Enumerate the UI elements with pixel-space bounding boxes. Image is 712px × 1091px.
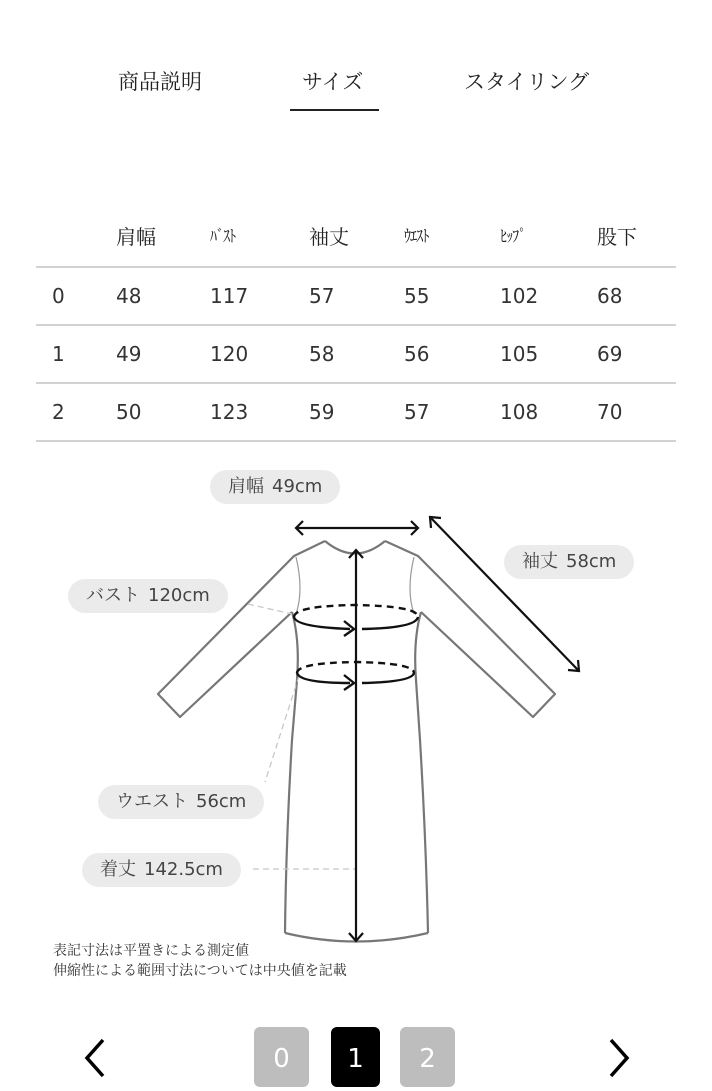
note-line: 表記寸法は平置きによる測定値	[53, 943, 249, 959]
cell-hip: 102	[500, 284, 539, 308]
header-cell-waist: ｳｴｽﾄ	[404, 227, 429, 247]
cell-size: 1	[52, 342, 65, 366]
waist-label-name: ウエスト	[116, 791, 188, 812]
size-pager	[0, 1020, 712, 1080]
sleeve-label-value: 58cm	[566, 551, 617, 572]
measurement-notes	[53, 941, 347, 981]
length-label-value: 142.5cm	[144, 859, 223, 880]
length-label-name: 着丈	[100, 859, 136, 880]
cell-hip: 108	[500, 400, 539, 424]
table-row	[36, 384, 676, 442]
cell-size: 0	[52, 284, 65, 308]
shoulder-arrow	[296, 521, 418, 535]
tab-product-description[interactable]: 商品説明	[118, 70, 202, 94]
cell-shoulder: 49	[116, 342, 142, 366]
cell-inseam: 69	[597, 342, 623, 366]
cell-inseam: 70	[597, 400, 623, 424]
header-cell-shoulder: 肩幅	[116, 225, 156, 249]
header-cell-hip: ﾋｯﾌﾟ	[500, 227, 526, 247]
table-row	[36, 326, 676, 384]
cell-hip: 105	[500, 342, 539, 366]
prev-button[interactable]	[76, 1036, 116, 1080]
cell-waist: 57	[404, 400, 430, 424]
sleeve-arrow	[430, 517, 579, 671]
page-button-0[interactable]: 0	[254, 1027, 309, 1087]
cell-bust: 123	[210, 400, 249, 424]
cell-inseam: 68	[597, 284, 623, 308]
tab-size[interactable]: サイズ	[302, 70, 364, 94]
cell-shoulder: 48	[116, 284, 142, 308]
leader-lines	[248, 604, 355, 869]
waist-label	[98, 785, 264, 819]
note-line: 伸縮性による範囲寸法については中央値を記載	[53, 963, 347, 979]
waist-measure	[297, 662, 414, 690]
cell-sleeve: 58	[309, 342, 335, 366]
cell-sleeve: 59	[309, 400, 335, 424]
shoulder-width-label	[210, 470, 340, 504]
princess-seams	[296, 557, 414, 614]
sleeve-label-name: 袖丈	[522, 551, 558, 572]
cell-bust: 117	[210, 284, 249, 308]
tab-styling[interactable]: スタイリング	[464, 70, 590, 94]
length-arrow	[349, 550, 363, 941]
cell-waist: 56	[404, 342, 430, 366]
chevron-right-icon	[598, 1036, 638, 1080]
total-length-label	[82, 853, 241, 887]
bust-measure	[294, 605, 418, 636]
size-table	[36, 210, 676, 442]
header-cell-bust: ﾊﾞｽﾄ	[210, 227, 236, 247]
table-header-row	[36, 210, 676, 268]
tab-bar	[0, 60, 712, 112]
page-button-1-active[interactable]: 1	[331, 1027, 380, 1087]
page-button-2[interactable]: 2	[400, 1027, 455, 1087]
bust-label	[68, 579, 228, 613]
cell-sleeve: 57	[309, 284, 335, 308]
chevron-left-icon	[76, 1036, 116, 1080]
waist-label-value: 56cm	[196, 791, 247, 812]
next-button[interactable]	[598, 1036, 638, 1080]
sleeve-length-label	[504, 545, 634, 579]
table-row	[36, 268, 676, 326]
header-cell-sleeve: 袖丈	[309, 225, 349, 249]
active-tab-indicator	[290, 109, 379, 111]
bust-label-value: 120cm	[148, 585, 210, 606]
cell-waist: 55	[404, 284, 430, 308]
cell-shoulder: 50	[116, 400, 142, 424]
cell-size: 2	[52, 400, 65, 424]
cell-bust: 120	[210, 342, 249, 366]
shoulder-label-name: 肩幅	[228, 476, 264, 497]
header-cell-inseam: 股下	[597, 225, 637, 249]
shoulder-label-value: 49cm	[272, 476, 323, 497]
bust-label-name: バスト	[86, 585, 140, 606]
